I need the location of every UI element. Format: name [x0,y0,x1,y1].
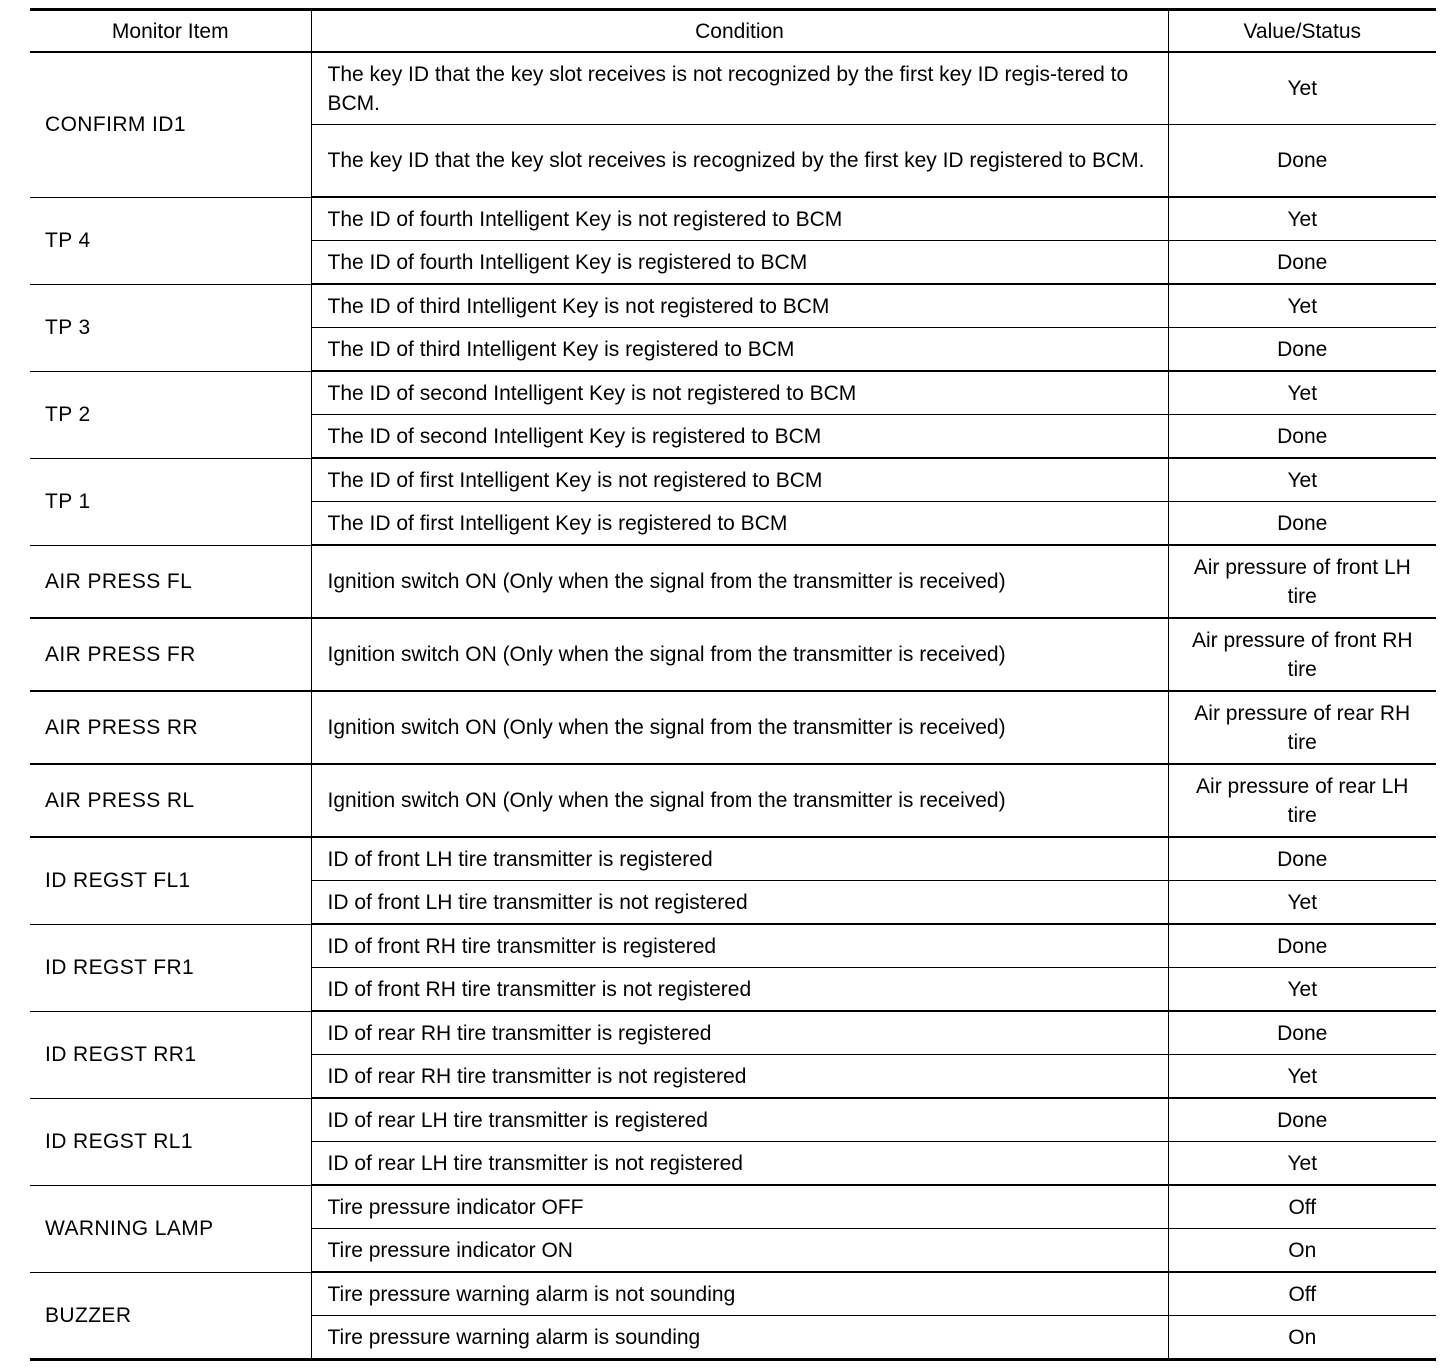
value-status-cell: On [1168,1229,1436,1273]
value-status-cell: Done [1168,415,1436,459]
value-status-cell: Done [1168,837,1436,881]
value-status-cell: On [1288,1325,1317,1349]
table-row [30,1185,1436,1229]
condition-cell: The ID of first Intelligent Key is not registered to BCM [311,458,1168,502]
condition-cell: Ignition switch ON (Only when the signal from the transmitter is received) [311,618,1168,691]
monitor-item-cell: TP 3 [30,284,311,371]
monitor-item-cell: AIR PRESS FL [30,545,311,618]
value-status-cell: Done [1168,502,1436,546]
table-row [30,1272,1436,1316]
header-value-status: Value/Status [1168,10,1436,53]
monitor-item-cell: ID REGST RL1 [30,1098,311,1185]
monitor-item-cell: AIR PRESS RR [30,691,311,764]
value-status-cell: Done [1168,328,1436,372]
condition-cell: ID of rear RH tire transmitter is registered [311,1011,1168,1055]
condition-cell: The ID of second Intelligent Key is not registered to BCM [311,371,1168,415]
value-status-cell: Air pressure of rear RH tire [1168,691,1436,764]
monitor-item-cell: AIR PRESS RL [30,764,311,837]
value-status-cell: Yet [1168,197,1436,241]
table-row [30,618,1436,691]
table-row [30,197,1436,241]
value-status-cell: Yet [1168,458,1436,502]
monitor-item-cell: TP 4 [30,197,311,284]
condition-cell: Ignition switch ON (Only when the signal from the transmitter is received) [311,545,1168,618]
table-row [30,764,1436,837]
condition-cell: The ID of fourth Intelligent Key is not registered to BCM [311,197,1168,241]
condition-cell: ID of rear LH tire transmitter is not registered [311,1142,1168,1186]
monitor-item-cell: TP 2 [30,371,311,458]
value-status-cell: Done [1168,924,1436,968]
condition-cell: Ignition switch ON (Only when the signal from the transmitter is received) [311,764,1168,837]
monitor-item-cell: BUZZER [30,1272,311,1360]
table-row [30,837,1436,881]
table-row [30,1011,1436,1055]
monitor-item-cell: WARNING LAMP [30,1185,311,1272]
condition-cell: The ID of first Intelligent Key is registered to BCM [311,502,1168,546]
value-status-cell: Done [1168,125,1436,198]
condition-cell: The key ID that the key slot receives is recognized by the first key ID registered to BCM. [311,125,1168,198]
value-status-cell: Yet [1168,968,1436,1012]
monitor-item-cell: AIR PRESS FR [30,618,311,691]
table-row [30,371,1436,415]
condition-cell: The key ID that the key slot receives is not recognized by the first key ID regis-tered to BCM. [311,52,1168,125]
condition-cell: ID of rear RH tire transmitter is not registered [311,1055,1168,1099]
condition-cell: The ID of third Intelligent Key is registered to BCM [311,328,1168,372]
value-status-cell: Off [1168,1185,1436,1229]
condition-cell: Tire pressure indicator OFF [311,1185,1168,1229]
value-status-cell: Off [1168,1272,1436,1316]
value-status-cell: Yet [1168,1055,1436,1099]
value-status-cell: Done [1168,1011,1436,1055]
value-status-cell: Done [1168,1098,1436,1142]
monitor-item-cell: ID REGST FL1 [30,837,311,924]
condition-cell: ID of front LH tire transmitter is not registered [311,881,1168,925]
condition-cell: ID of front LH tire transmitter is registered [311,837,1168,881]
condition-cell: ID of front RH tire transmitter is registered [311,924,1168,968]
monitor-item-cell: TP 1 [30,458,311,545]
monitor-item-cell: CONFIRM ID1 [30,52,311,197]
condition-cell: Tire pressure warning alarm is not sounding [311,1272,1168,1316]
table-row [30,691,1436,764]
value-status-cell: Yet [1168,284,1436,328]
condition-cell: ID of front RH tire transmitter is not registered [311,968,1168,1012]
table-row [30,545,1436,618]
monitor-item-cell: ID REGST FR1 [30,924,311,1011]
table-header-row [30,10,1436,53]
table-row [30,1098,1436,1142]
value-status-cell: Yet [1168,52,1436,125]
condition-cell: Tire pressure warning alarm is sounding [311,1316,1168,1360]
condition-cell: The ID of fourth Intelligent Key is registered to BCM [311,241,1168,285]
condition-cell: Ignition switch ON (Only when the signal from the transmitter is received) [311,691,1168,764]
condition-cell: Tire pressure indicator ON [311,1229,1168,1273]
monitor-table [30,8,1436,1361]
condition-cell: The ID of third Intelligent Key is not registered to BCM [311,284,1168,328]
value-status-cell: Air pressure of front LH tire [1168,545,1436,618]
value-status-cell: Yet [1168,1142,1436,1186]
value-status-cell: Yet [1168,881,1436,925]
value-status-cell: Air pressure of rear LH tire [1168,764,1436,837]
table-row [30,284,1436,328]
value-status-cell: Done [1168,241,1436,285]
table-row [30,458,1436,502]
condition-cell: ID of rear LH tire transmitter is registered [311,1098,1168,1142]
value-status-cell: Yet [1168,371,1436,415]
table-row [30,52,1436,125]
table-row [30,924,1436,968]
header-monitor-item: Monitor Item [30,10,311,53]
header-condition: Condition [311,10,1168,53]
condition-cell: The ID of second Intelligent Key is registered to BCM [311,415,1168,459]
value-status-cell: Air pressure of front RH tire [1168,618,1436,691]
monitor-item-cell: ID REGST RR1 [30,1011,311,1098]
